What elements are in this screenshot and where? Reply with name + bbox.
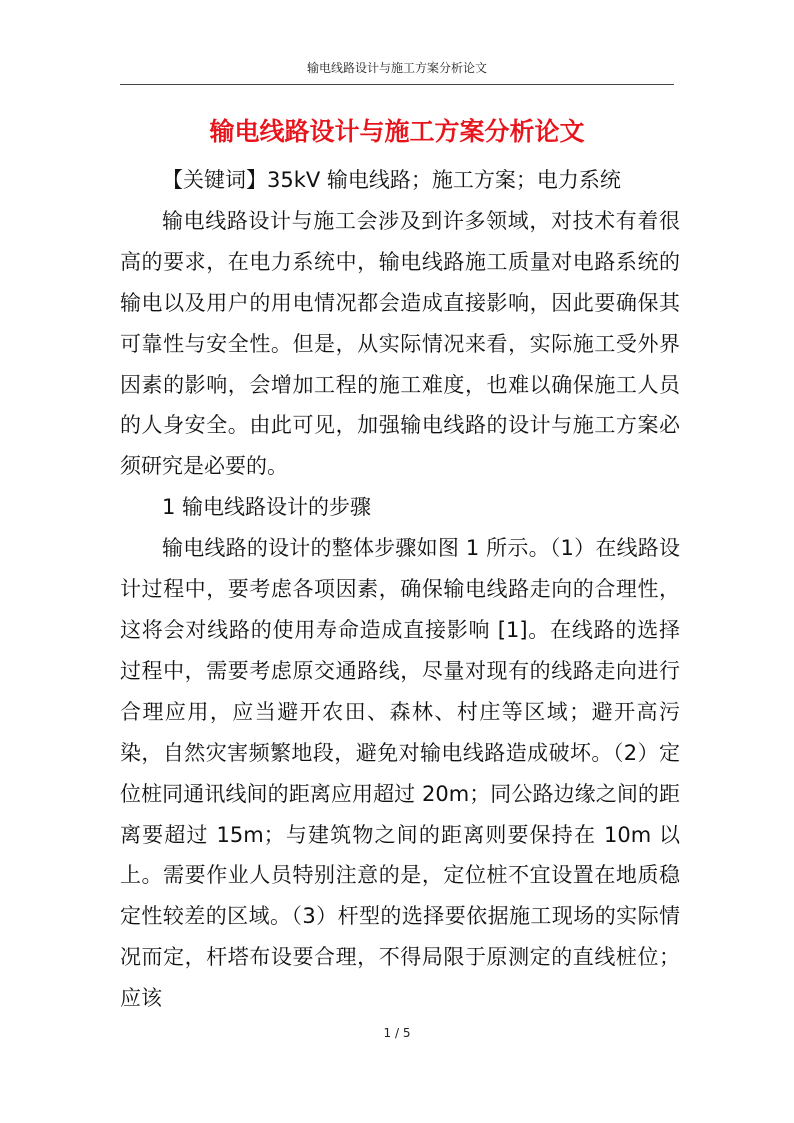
section-paragraph: 输电线路的设计的整体步骤如图 1 所示。（1）在线路设计过程中，要考虑各项因素，确保输电线路走向的合理性，这将会对线路的使用寿命造成直接影响 [1]。在线路的选择过程中，需要考虑原交通路线，尽量对现有的线路走向进行合理应用，应当避开农田、森林、村庄等区域；避开高污染，自然灾害频繁地段，避免对输电线路造成破坏。（2）定位桩同通讯线间的距离应用超过 20m；同公路边缘之间的距离要超过 15m；与建筑物之间的距离则要保持在 10m 以上。需要作业人员特别注意的是，定位桩不宜设置在地质稳定性较差的区域。（3）杆型的选择要依据施工现场的实际情况而定，杆塔布设要合理，不得局限于原测定的直线桩位；应该 bbox=[120, 536, 680, 1011]
document-body bbox=[120, 160, 680, 1019]
document-title: 输电线路设计与施工方案分析论文 bbox=[209, 117, 585, 146]
keywords-paragraph: 【关键词】35kV 输电线路；施工方案；电力系统 bbox=[162, 168, 621, 192]
section-heading: 1 输电线路设计的步骤 bbox=[162, 495, 372, 520]
intro-paragraph: 输电线路设计与施工会涉及到许多领域，对技术有着很高的要求，在电力系统中，输电线路施工质量对电路系统的输电以及用户的用电情况都会造成直接影响，因此要确保其可靠性与安全性。但是，从实际情况来看，实际施工受外界因素的影响，会增加工程的施工难度，也难以确保施工人员的人身安全。由此可见，加强输电线路的设计与施工方案必须研究是必要的。 bbox=[120, 208, 680, 479]
running-header: 输电线路设计与施工方案分析论文 bbox=[306, 61, 487, 75]
page-number: 1 / 5 bbox=[383, 1026, 411, 1040]
header-divider bbox=[120, 84, 674, 85]
